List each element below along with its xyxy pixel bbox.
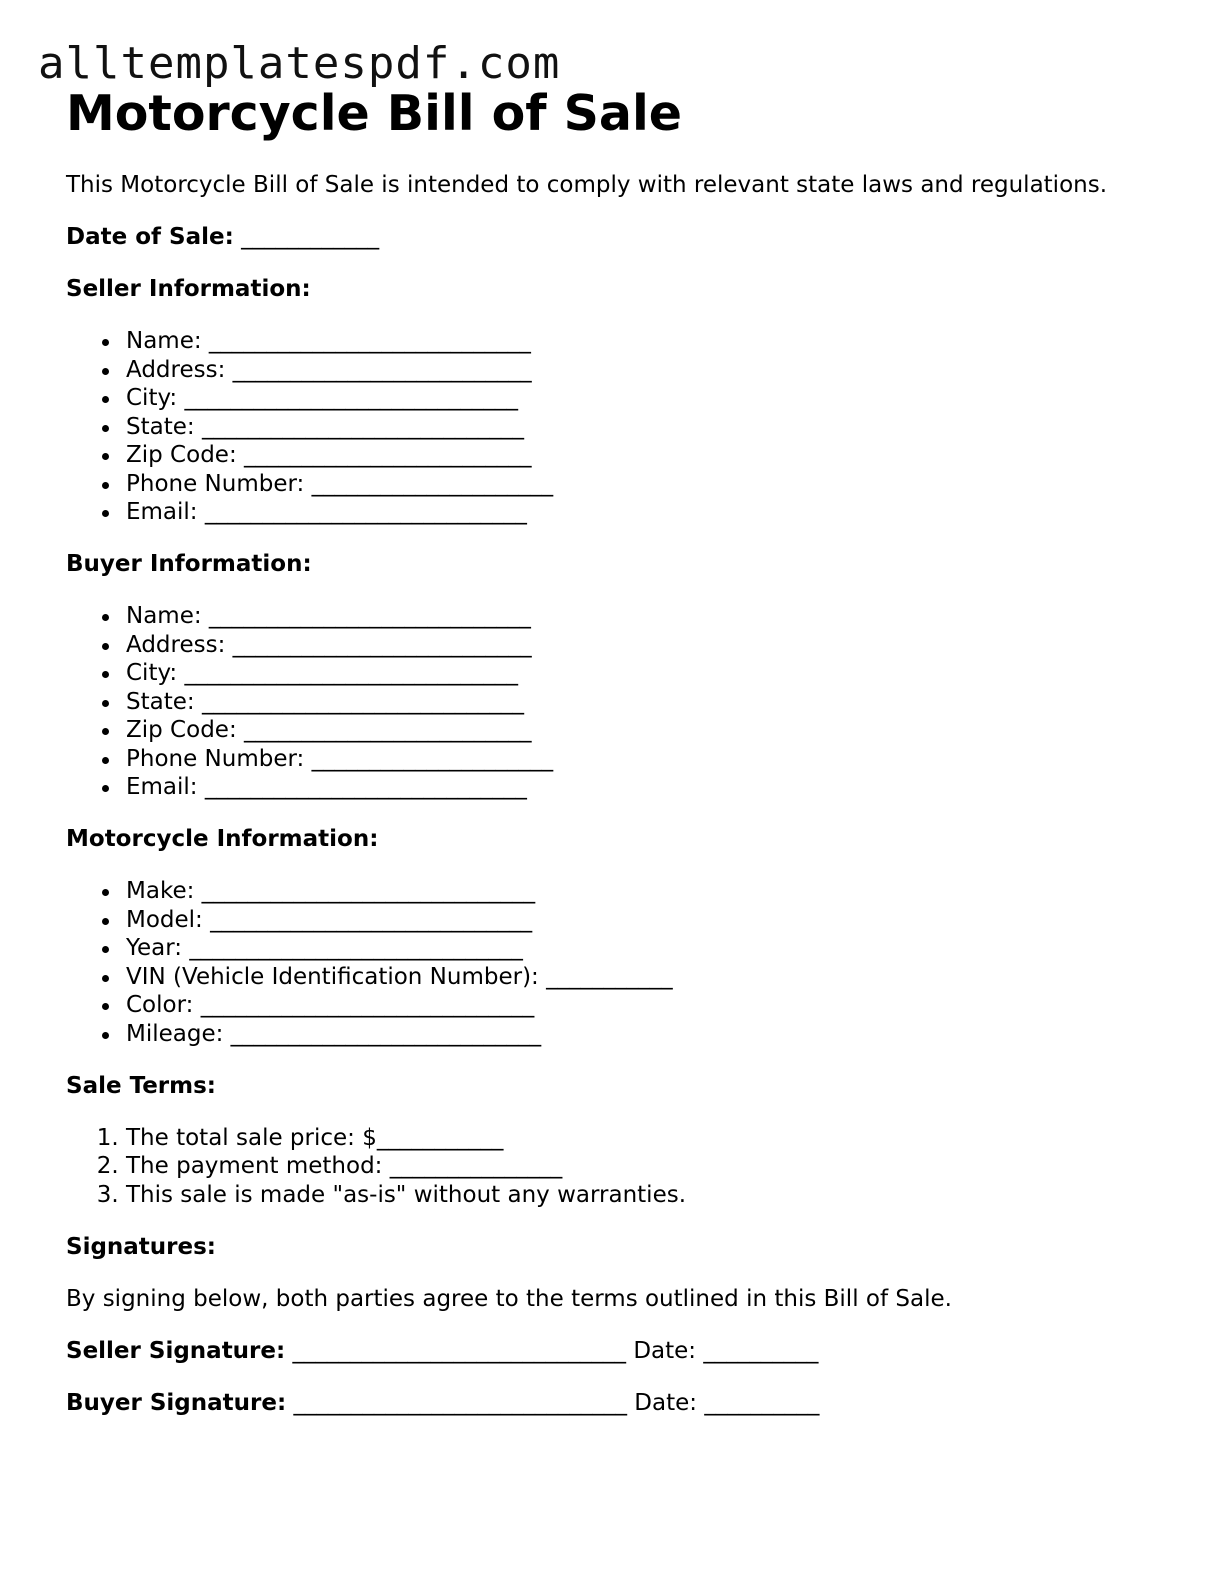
- motorcycle-field-list: [66, 877, 1176, 1048]
- intro-text: This Motorcycle Bill of Sale is intended to comply with relevant state laws and regulations.: [66, 172, 1108, 198]
- motorcycle-color-field[interactable]: Color: _____________________________: [126, 991, 1176, 1020]
- seller-address-field[interactable]: Address: __________________________: [126, 356, 1176, 385]
- seller-field-list: [66, 327, 1176, 527]
- buyer-date-field[interactable]: Date: __________: [634, 1389, 820, 1416]
- seller-heading-text: Seller Information:: [66, 276, 311, 302]
- date-of-sale-line: [66, 223, 1176, 252]
- seller-name-field[interactable]: Name: ____________________________: [126, 327, 1176, 356]
- seller-date-field[interactable]: Date: __________: [633, 1337, 819, 1364]
- buyer-signature-line: [66, 1389, 1176, 1418]
- watermark: alltemplatespdf.com: [38, 38, 561, 89]
- seller-zip-field[interactable]: Zip Code: _________________________: [126, 441, 1176, 470]
- sale-price-field[interactable]: 1. The total sale price: $___________: [126, 1124, 1176, 1153]
- sale-terms-heading-text: Sale Terms:: [66, 1072, 217, 1099]
- as-is-term: 3. This sale is made "as-is" without any warranties.: [126, 1181, 1176, 1210]
- motorcycle-make-field[interactable]: Make: _____________________________: [126, 877, 1176, 906]
- signatures-statement: By signing below, both parties agree to the terms outlined in this Bill of Sale.: [66, 1285, 952, 1312]
- sale-terms-heading: [66, 1072, 1176, 1101]
- buyer-address-field[interactable]: Address: __________________________: [126, 631, 1176, 660]
- buyer-signature-label: Buyer Signature:: [66, 1389, 287, 1416]
- date-of-sale-label: Date of Sale:: [66, 224, 234, 250]
- seller-signature-line: [66, 1337, 1176, 1366]
- signatures-heading-text: Signatures:: [66, 1233, 217, 1260]
- seller-signature-label: Seller Signature:: [66, 1337, 286, 1364]
- buyer-name-field[interactable]: Name: ____________________________: [126, 602, 1176, 631]
- seller-signature-field[interactable]: _____________________________: [292, 1337, 627, 1364]
- motorcycle-model-field[interactable]: Model: ____________________________: [126, 906, 1176, 935]
- signatures-heading: [66, 1233, 1176, 1262]
- motorcycle-year-field[interactable]: Year: _____________________________: [126, 934, 1176, 963]
- buyer-city-field[interactable]: City: _____________________________: [126, 659, 1176, 688]
- payment-method-field[interactable]: 2. The payment method: _______________: [126, 1152, 1176, 1181]
- seller-city-field[interactable]: City: _____________________________: [126, 384, 1176, 413]
- page-title: Motorcycle Bill of Sale: [66, 85, 683, 142]
- seller-phone-field[interactable]: Phone Number: _____________________: [126, 470, 1176, 499]
- seller-email-field[interactable]: Email: ____________________________: [126, 498, 1176, 527]
- sale-terms-list: [66, 1124, 1176, 1210]
- motorcycle-vin-field[interactable]: VIN (Vehicle Identification Number): ___________: [126, 963, 1176, 992]
- motorcycle-mileage-field[interactable]: Mileage: ___________________________: [126, 1020, 1176, 1049]
- buyer-email-field[interactable]: Email: ____________________________: [126, 773, 1176, 802]
- date-of-sale-field[interactable]: ____________: [241, 224, 380, 250]
- buyer-heading-text: Buyer Information:: [66, 551, 312, 577]
- buyer-zip-field[interactable]: Zip Code: _________________________: [126, 716, 1176, 745]
- motorcycle-heading-text: Motorcycle Information:: [66, 826, 379, 852]
- buyer-heading: [66, 550, 1176, 579]
- buyer-field-list: [66, 602, 1176, 802]
- document-body: [66, 171, 1176, 1441]
- buyer-signature-field[interactable]: _____________________________: [293, 1389, 627, 1416]
- seller-heading: [66, 275, 1176, 304]
- buyer-state-field[interactable]: State: ____________________________: [126, 688, 1176, 717]
- buyer-phone-field[interactable]: Phone Number: _____________________: [126, 745, 1176, 774]
- motorcycle-heading: [66, 825, 1176, 854]
- seller-state-field[interactable]: State: ____________________________: [126, 413, 1176, 442]
